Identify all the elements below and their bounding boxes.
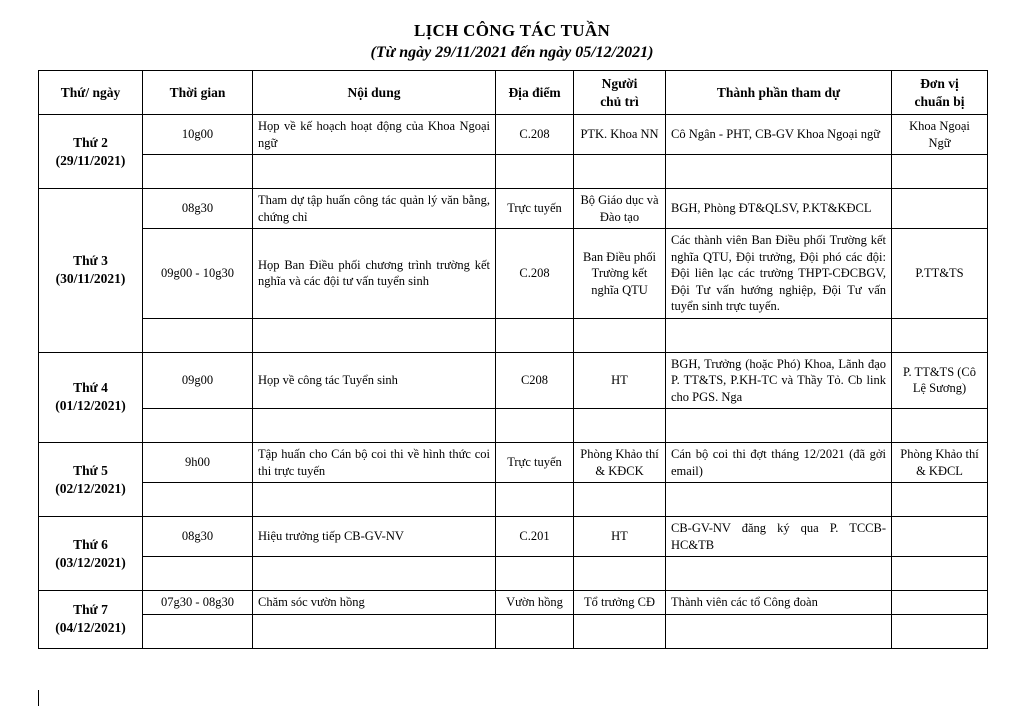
cell-content: Họp về kế hoạch hoạt động của Khoa Ngoại ngữ	[253, 115, 496, 155]
cell-content: Hiệu trưởng tiếp CB-GV-NV	[253, 517, 496, 557]
weekly-schedule-table	[38, 70, 988, 649]
cell-time	[143, 318, 253, 352]
table-row-empty	[39, 318, 988, 352]
cell-attendees: Cô Ngân - PHT, CB-GV Khoa Ngoại ngữ	[666, 115, 892, 155]
cell-time: 08g30	[143, 517, 253, 557]
title-block	[0, 0, 1024, 64]
day-name: Thứ 3	[73, 253, 108, 269]
cell-place	[496, 409, 574, 443]
cell-time: 09g00	[143, 352, 253, 409]
cell-content	[253, 155, 496, 189]
day-date: (03/12/2021)	[55, 554, 126, 570]
schedule-table-wrapper	[38, 70, 987, 649]
cell-prep: Khoa Ngoại Ngữ	[892, 115, 988, 155]
cell-time: 08g30	[143, 189, 253, 229]
table-row-empty	[39, 409, 988, 443]
cell-place	[496, 614, 574, 648]
header-prep-line2: chuẩn bị	[914, 93, 965, 109]
table-row	[39, 229, 988, 319]
cell-host	[574, 483, 666, 517]
cell-content: Tham dự tập huấn công tác quản lý văn bằng, chứng chỉ	[253, 189, 496, 229]
cell-prep	[892, 189, 988, 229]
cell-time	[143, 155, 253, 189]
cell-host	[574, 155, 666, 189]
table-row-empty	[39, 483, 988, 517]
cell-host: HT	[574, 517, 666, 557]
cell-prep	[892, 409, 988, 443]
cell-attendees	[666, 155, 892, 189]
header-host-line1: Người	[601, 75, 638, 91]
cell-place	[496, 155, 574, 189]
table-row	[39, 517, 988, 557]
cell-prep	[892, 155, 988, 189]
header-attendees: Thành phần tham dự	[666, 71, 892, 115]
day-label-cell	[39, 352, 143, 443]
day-date: (01/12/2021)	[55, 398, 126, 414]
cell-time	[143, 483, 253, 517]
date-range-subtitle: (Từ ngày 29/11/2021 đến ngày 05/12/2021)	[370, 44, 654, 62]
cell-attendees	[666, 483, 892, 517]
cell-time: 09g00 - 10g30	[143, 229, 253, 319]
day-name: Thứ 7	[73, 602, 108, 618]
cell-content: Chăm sóc vườn hồng	[253, 591, 496, 615]
cell-content: Tập huấn cho Cán bộ coi thi về hình thức coi thi trực tuyến	[253, 443, 496, 483]
cell-content: Họp về công tác Tuyển sinh	[253, 352, 496, 409]
day-name: Thứ 6	[73, 536, 108, 552]
table-row	[39, 189, 988, 229]
cell-place: C.201	[496, 517, 574, 557]
cell-place: C.208	[496, 229, 574, 319]
day-date: (29/11/2021)	[55, 152, 126, 168]
day-name: Thứ 2	[73, 134, 108, 150]
table-header	[39, 71, 988, 115]
header-host-line2: chủ trì	[600, 93, 639, 109]
cell-time	[143, 409, 253, 443]
cell-prep	[892, 591, 988, 615]
cell-prep	[892, 483, 988, 517]
page-title: LỊCH CÔNG TÁC TUẦN	[413, 21, 611, 40]
table-row	[39, 591, 988, 615]
day-date: (04/12/2021)	[55, 620, 126, 636]
header-prep	[892, 71, 988, 115]
cell-prep	[892, 318, 988, 352]
day-label-cell	[39, 591, 143, 649]
cell-time	[143, 557, 253, 591]
cell-host	[574, 614, 666, 648]
cell-host	[574, 557, 666, 591]
header-row	[39, 71, 988, 115]
cell-prep	[892, 557, 988, 591]
cell-time: 10g00	[143, 115, 253, 155]
header-time: Thời gian	[143, 71, 253, 115]
header-content: Nội dung	[253, 71, 496, 115]
cell-place: Vườn hồng	[496, 591, 574, 615]
cell-attendees: BGH, Trưởng (hoặc Phó) Khoa, Lãnh đạo P. TT&TS, P.KH-TC và Thầy Tỏ. Cb link cho PGS. Nga	[666, 352, 892, 409]
table-body	[39, 115, 988, 649]
cell-host: Bộ Giáo dục và Đào tạo	[574, 189, 666, 229]
table-row-empty	[39, 614, 988, 648]
day-label-cell	[39, 443, 143, 517]
cell-host: HT	[574, 352, 666, 409]
cell-attendees: CB-GV-NV đăng ký qua P. TCCB-HC&TB	[666, 517, 892, 557]
cell-attendees	[666, 557, 892, 591]
cell-place	[496, 483, 574, 517]
cell-host: Tổ trưởng CĐ	[574, 591, 666, 615]
cell-content	[253, 614, 496, 648]
cell-prep	[892, 614, 988, 648]
header-prep-line1: Đơn vị	[920, 75, 959, 91]
cell-attendees: Cán bộ coi thi đợt tháng 12/2021 (đã gởi email)	[666, 443, 892, 483]
cell-prep: P.TT&TS	[892, 229, 988, 319]
header-place: Địa điểm	[496, 71, 574, 115]
cell-host: Ban Điều phối Trường kết nghĩa QTU	[574, 229, 666, 319]
cell-attendees: Các thành viên Ban Điều phối Trường kết nghĩa QTU, Đội trưởng, Đội phó các đội: Đội liên lạc các trường THPT-CĐCBGV, Đội Tư vấn hướng nghiệp, Đội Tư vấn tuyển sinh trực tuyến.	[666, 229, 892, 319]
day-name: Thứ 4	[73, 380, 108, 396]
cell-time: 07g30 - 08g30	[143, 591, 253, 615]
table-row	[39, 352, 988, 409]
day-date: (02/12/2021)	[55, 480, 126, 496]
day-date: (30/11/2021)	[55, 271, 126, 287]
cell-host: PTK. Khoa NN	[574, 115, 666, 155]
cell-attendees	[666, 614, 892, 648]
header-host	[574, 71, 666, 115]
cell-attendees: BGH, Phòng ĐT&QLSV, P.KT&KĐCL	[666, 189, 892, 229]
day-label-cell	[39, 517, 143, 591]
cell-time: 9h00	[143, 443, 253, 483]
table-row	[39, 443, 988, 483]
cell-host: Phòng Khảo thí & KĐCK	[574, 443, 666, 483]
cell-prep: P. TT&TS (Cô Lệ Sương)	[892, 352, 988, 409]
cell-prep	[892, 517, 988, 557]
cell-content	[253, 409, 496, 443]
table-row	[39, 115, 988, 155]
cell-place: Trực tuyến	[496, 189, 574, 229]
day-name: Thứ 5	[73, 462, 108, 478]
cell-attendees: Thành viên các tổ Công đoàn	[666, 591, 892, 615]
cell-attendees	[666, 409, 892, 443]
table-row-empty	[39, 155, 988, 189]
cell-place	[496, 557, 574, 591]
cell-place: Trực tuyến	[496, 443, 574, 483]
cell-host	[574, 318, 666, 352]
cell-host	[574, 409, 666, 443]
cell-content: Họp Ban Điều phối chương trình trường kết nghĩa và các đội tư vấn tuyển sinh	[253, 229, 496, 319]
table-row-empty	[39, 557, 988, 591]
cell-prep: Phòng Khảo thí & KĐCL	[892, 443, 988, 483]
cell-attendees	[666, 318, 892, 352]
header-day: Thứ/ ngày	[39, 71, 143, 115]
cell-place	[496, 318, 574, 352]
table-left-rule-overhang	[38, 690, 39, 706]
cell-time	[143, 614, 253, 648]
cell-content	[253, 483, 496, 517]
cell-place: C208	[496, 352, 574, 409]
cell-place: C.208	[496, 115, 574, 155]
day-label-cell	[39, 115, 143, 189]
day-label-cell	[39, 189, 143, 353]
cell-content	[253, 557, 496, 591]
cell-content	[253, 318, 496, 352]
